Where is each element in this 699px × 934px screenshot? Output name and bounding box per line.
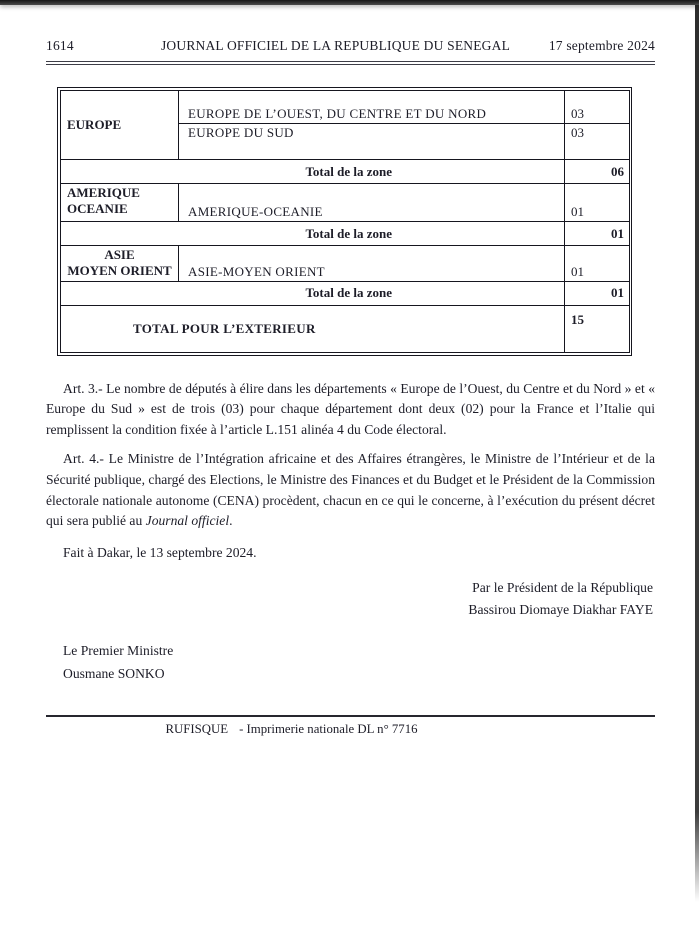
table-row-grand-total [61, 305, 630, 352]
table-row [61, 184, 630, 222]
department-cell: EUROPE DE L’OUEST, DU CENTRE ET DU NORD [179, 91, 565, 124]
table-row-total [61, 160, 630, 184]
pm-name: Ousmane SONKO [63, 666, 165, 682]
seats-table [60, 90, 630, 353]
page-header [46, 38, 655, 54]
grand-total-value: 15 [565, 305, 630, 352]
seats-table-border [57, 87, 632, 356]
zone-total-value: 06 [565, 160, 630, 184]
zone-total-value: 01 [565, 281, 630, 305]
issue-date: 17 septembre 2024 [548, 38, 655, 53]
table-row-total [61, 281, 630, 305]
zone-total-value: 01 [565, 222, 630, 246]
zone-line: AMERIQUE [67, 185, 140, 200]
footer-rule [46, 715, 655, 717]
zone-total-label: Total de la zone [61, 160, 565, 184]
page-number: 1614 [46, 38, 74, 53]
header-rule [46, 61, 655, 65]
article-3: Art. 3.- Le nombre de députés à élire dans les départements « Europe de l’Ouest, du Centre et du Nord » et « Europe du Sud » est de trois (03) pour chaque département dont deux (02) pour la France et l’Italie qui remplissent la condition fixée à l’article L.151 alinéa 4 du Code électoral. [46, 380, 655, 437]
seats-cell: 01 [565, 246, 630, 282]
viewer-edge-right [695, 0, 699, 902]
table-row-total [61, 222, 630, 246]
grand-total-label: TOTAL POUR L’EXTERIEUR [61, 305, 565, 352]
zone-total-label: Total de la zone [61, 222, 565, 246]
president-signature-block [46, 577, 655, 622]
printer-imprint [46, 722, 655, 737]
table-row [61, 91, 630, 124]
zone-line: ASIE [104, 247, 135, 262]
decree-body [46, 379, 655, 687]
zone-cell-europe: EUROPE [61, 91, 179, 160]
zone-cell-amerique-oceanie [61, 184, 179, 222]
article-4-journal-officiel: Journal officiel [145, 513, 230, 529]
president-name: Bassirou Diomaye Diakhar FAYE [468, 602, 653, 618]
journal-title: JOURNAL OFFICIEL DE LA REPUBLIQUE DU SENEGAL [160, 38, 511, 53]
imprint-text: - Imprimerie nationale DL n° 7716 [239, 722, 418, 737]
prime-minister-signature-block [46, 639, 655, 687]
president-authority: Par le Président de la République [472, 579, 653, 595]
department-cell: AMERIQUE-OCEANIE [179, 184, 565, 222]
department-cell: ASIE-MOYEN ORIENT [179, 246, 565, 282]
table-row [61, 246, 630, 282]
article-4-period: . [229, 513, 233, 529]
zone-total-label: Total de la zone [61, 281, 565, 305]
seats-cell: 03 [565, 91, 630, 124]
pm-title: Le Premier Ministre [63, 642, 174, 658]
zone-cell-asie-moyen-orient [61, 246, 179, 282]
seats-cell: 01 [565, 184, 630, 222]
viewer-edge-top [0, 0, 699, 5]
dateline: Fait à Dakar, le 13 septembre 2024. [63, 545, 257, 561]
seats-cell: 03 [565, 124, 630, 160]
article-4-text: Art. 4.- Le Ministre de l’Intégration africaine et des Affaires étrangères, le Ministre de l’Intérieur et de la Sécurité publique, chargé des Elections, le Ministre des Finances et du Budget et le Président de la Commission électorale nationale autonome (CENA) procèdent, chacun en ce qui le concerne, à l’exécution du présent décret qui sera publié au [46, 451, 655, 529]
zone-line: MOYEN ORIENT [67, 263, 172, 279]
article-4 [46, 449, 655, 532]
zone-line: OCEANIE [67, 201, 128, 217]
imprint-city: RUFISQUE [165, 722, 229, 737]
department-cell: EUROPE DU SUD [179, 124, 565, 160]
